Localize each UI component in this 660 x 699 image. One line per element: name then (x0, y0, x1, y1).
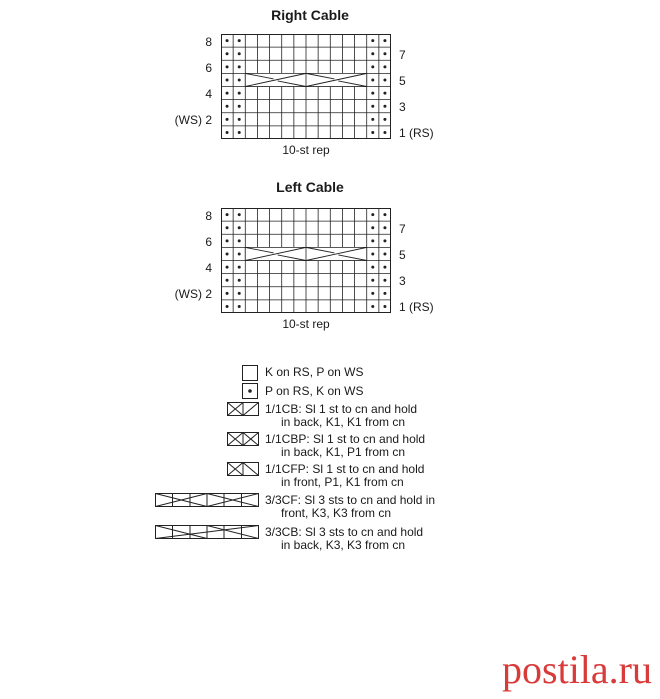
repeat-label: 10-st rep (282, 143, 330, 157)
key-text: K on RS, P on WS (265, 365, 364, 379)
purl-dot (226, 213, 229, 216)
purl-dot (238, 239, 241, 242)
purl-dot (226, 105, 229, 108)
row-label-3: 3 (399, 274, 406, 288)
row-label-4: 4 (205, 261, 212, 275)
purl-dot (226, 78, 229, 81)
purl-dot (238, 78, 241, 81)
purl-dot (383, 279, 386, 282)
purl-dot (371, 292, 374, 295)
purl-dot (383, 252, 386, 255)
purl-dot (371, 105, 374, 108)
row-label-5: 5 (399, 248, 406, 262)
purl-dot (226, 266, 229, 269)
key-text: 1/1CBP: Sl 1 st to cn and hold in back, K1, P1 from cn (265, 432, 426, 459)
purl-dot (226, 39, 229, 42)
key-text: 3/3CF: Sl 3 sts to cn and hold in front, K3, K3 from cn (265, 493, 436, 520)
purl-dot (383, 39, 386, 42)
purl-dot (238, 213, 241, 216)
purl-dot (226, 131, 229, 134)
chart-title: Right Cable (271, 7, 349, 23)
cable-3-3-cf-icon (155, 493, 259, 507)
purl-dot (226, 226, 229, 229)
purl-dot (371, 239, 374, 242)
purl-dot (226, 292, 229, 295)
purl-dot (383, 226, 386, 229)
purl-dot (238, 266, 241, 269)
key-text: 1/1CFP: Sl 1 st to cn and hold in front, P1, K1 from cn (265, 462, 425, 489)
purl-dot (226, 252, 229, 255)
purl-dot (371, 39, 374, 42)
purl-dot (226, 65, 229, 68)
cable-1-1-cbp-icon (227, 432, 259, 446)
purl-dot (371, 213, 374, 216)
knit-square-icon (242, 365, 258, 381)
watermark: postila.ru (502, 647, 652, 692)
purl-dot (238, 252, 241, 255)
row-label-6: 6 (205, 61, 212, 75)
purl-dot (238, 52, 241, 55)
row-label-2: (WS) 2 (174, 287, 212, 301)
key-text: P on RS, K on WS (265, 384, 364, 398)
purl-dot (371, 52, 374, 55)
purl-dot (238, 279, 241, 282)
chart-grid (221, 208, 391, 313)
purl-dot (226, 118, 229, 121)
row-label-6: 6 (205, 235, 212, 249)
purl-dot (383, 239, 386, 242)
purl-dot (371, 279, 374, 282)
purl-dot (383, 213, 386, 216)
row-label-1: 1 (RS) (399, 300, 434, 314)
stitch-key (0, 360, 660, 560)
key-text: 3/3CB: Sl 3 sts to cn and hold in back, K3, K3 from cn (265, 525, 424, 552)
purl-dot (226, 92, 229, 95)
purl-dot (238, 105, 241, 108)
purl-dot (238, 131, 241, 134)
row-label-1: 1 (RS) (399, 126, 434, 140)
row-label-2: (WS) 2 (174, 113, 212, 127)
purl-dot (226, 279, 229, 282)
purl-dot (383, 78, 386, 81)
purl-dot (226, 239, 229, 242)
purl-dot (371, 92, 374, 95)
purl-dot-icon (242, 383, 258, 399)
key-text: 1/1CB: Sl 1 st to cn and hold in back, K1, K1 from cn (265, 402, 418, 429)
purl-dot (371, 266, 374, 269)
purl-dot (383, 118, 386, 121)
purl-dot (238, 39, 241, 42)
chart-grid (221, 34, 391, 139)
chart-title: Left Cable (276, 179, 344, 195)
row-label-7: 7 (399, 48, 406, 62)
purl-dot (383, 105, 386, 108)
purl-dot (383, 131, 386, 134)
purl-dot (383, 292, 386, 295)
purl-dot (238, 92, 241, 95)
purl-dot (226, 52, 229, 55)
purl-dot (371, 305, 374, 308)
row-label-4: 4 (205, 87, 212, 101)
purl-dot (371, 131, 374, 134)
cable-1-1-cfp-icon (227, 462, 259, 476)
purl-dot (383, 305, 386, 308)
purl-dot (371, 78, 374, 81)
purl-dot (371, 226, 374, 229)
row-label-8: 8 (205, 209, 212, 223)
row-label-7: 7 (399, 222, 406, 236)
purl-dot (371, 118, 374, 121)
purl-dot (383, 65, 386, 68)
purl-dot (371, 65, 374, 68)
row-label-8: 8 (205, 35, 212, 49)
row-label-3: 3 (399, 100, 406, 114)
cable-1-1-cb-icon (227, 402, 259, 416)
purl-dot (238, 65, 241, 68)
purl-dot (371, 252, 374, 255)
purl-dot (238, 305, 241, 308)
purl-dot (383, 52, 386, 55)
purl-dot (238, 226, 241, 229)
purl-dot (238, 292, 241, 295)
row-label-5: 5 (399, 74, 406, 88)
cable-3-3-cb-icon (155, 525, 259, 539)
purl-dot (226, 305, 229, 308)
repeat-label: 10-st rep (282, 317, 330, 331)
purl-dot (383, 266, 386, 269)
purl-dot (383, 92, 386, 95)
purl-dot (238, 118, 241, 121)
